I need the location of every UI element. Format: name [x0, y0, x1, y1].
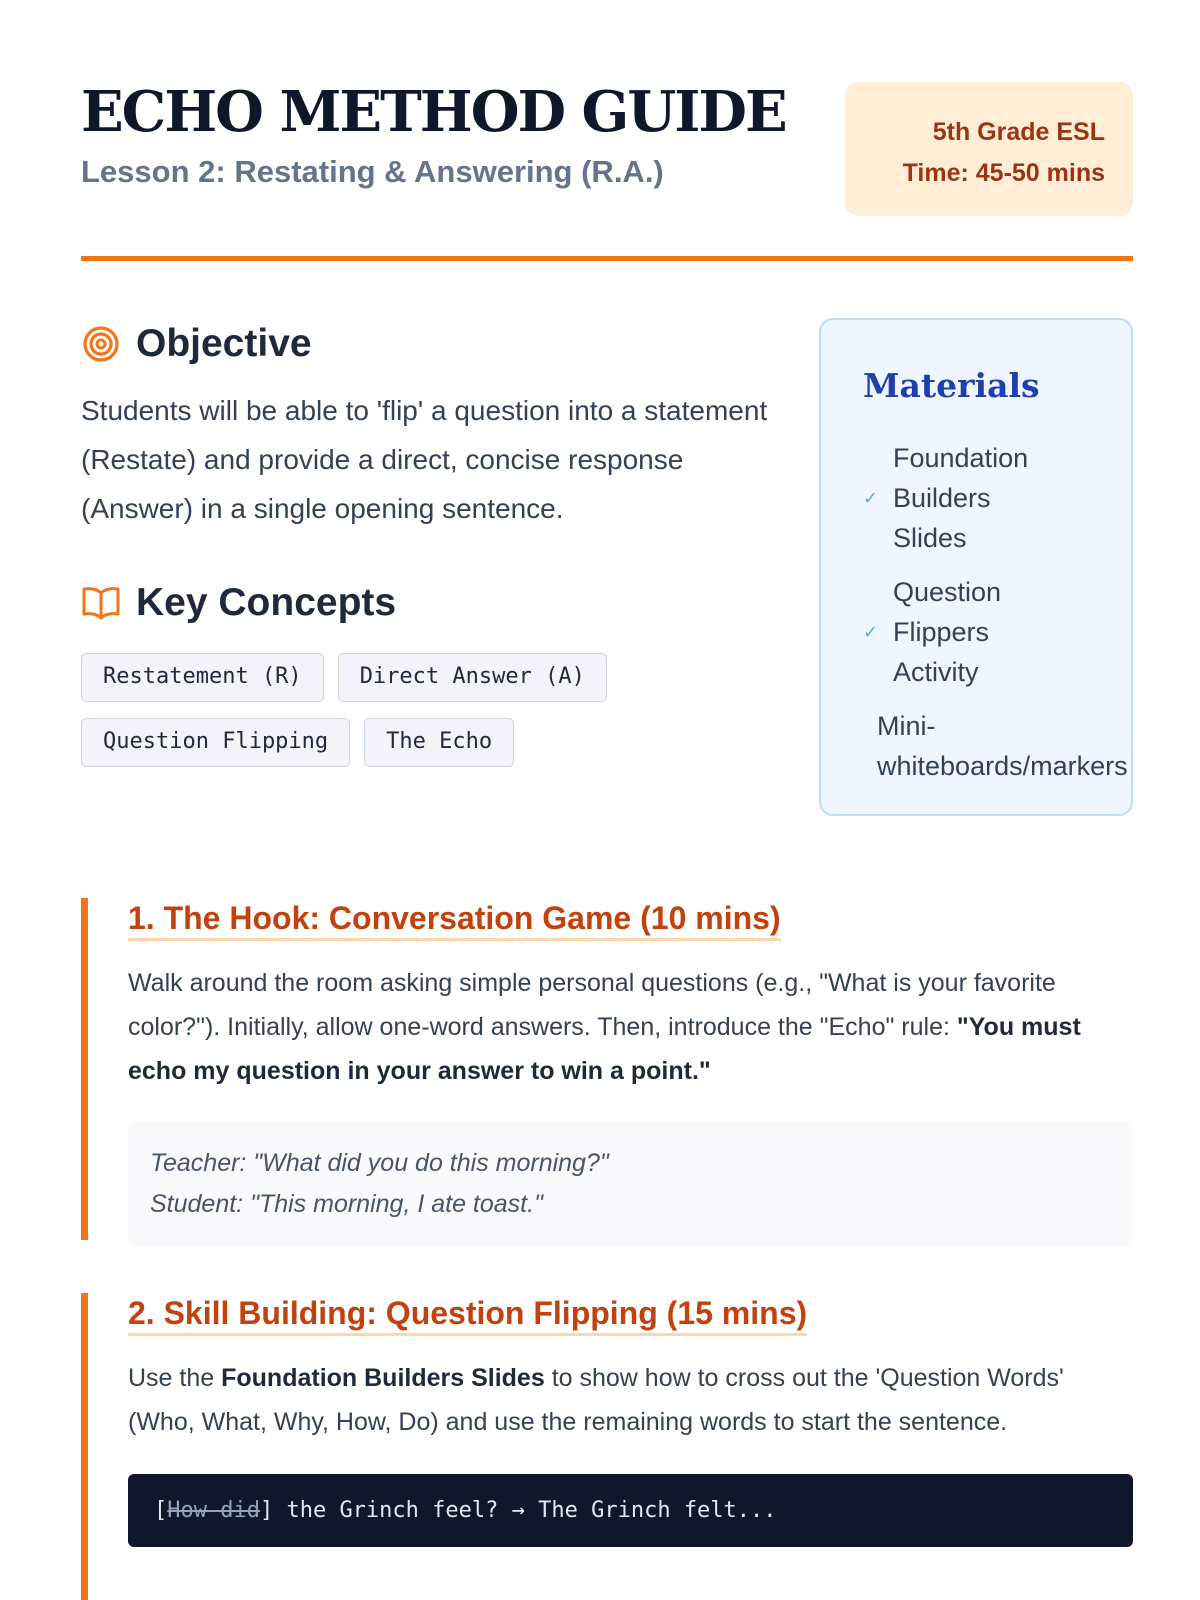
example-teacher-line: Teacher: "What did you do this morning?" — [150, 1149, 609, 1177]
materials-card — [819, 318, 1133, 816]
code-text: ] the Grinch feel? → The Grinch felt... — [259, 1498, 777, 1523]
materials-title: Materials — [863, 366, 1040, 405]
objective-heading — [81, 318, 771, 370]
materials-item-label: Question Flippers Activity — [893, 577, 1002, 687]
book-open-icon — [81, 583, 121, 623]
materials-item-label: Mini-whiteboards/markers — [877, 711, 1128, 781]
left-column — [81, 318, 771, 767]
time-label: Time: 45-50 mins — [902, 159, 1105, 187]
objective-title: Objective — [136, 322, 312, 365]
materials-item-label: Foundation Builders Slides — [893, 443, 1029, 553]
struck-question-words: How did — [167, 1498, 260, 1523]
step-description — [128, 961, 1133, 1093]
concept-tag: Restatement (R) — [81, 653, 324, 702]
check-icon: ✓ — [863, 488, 879, 508]
page-title: ECHO METHOD GUIDE — [81, 79, 786, 145]
concept-tag: Question Flipping — [81, 718, 350, 767]
step-bold-text: Foundation Builders Slides — [221, 1364, 545, 1392]
step-title: 1. The Hook: Conversation Game (10 mins) — [128, 898, 781, 941]
materials-item — [863, 706, 1128, 786]
step-text: Use the — [128, 1364, 222, 1392]
objective-text: Students will be able to 'flip' a question into a statement (Restate) and provide a direct, concise response (Answer) in a single opening sentence. — [81, 395, 768, 524]
step-text: Walk around the room asking simple personal questions (e.g., "What is your favorite color?"). Initially, allow one-word answers. Then, introduce the "Echo" rule: — [128, 969, 1056, 1041]
step-hook — [81, 898, 1133, 1240]
grade-label: 5th Grade ESL — [932, 118, 1105, 146]
concept-tag: Direct Answer (A) — [338, 653, 607, 702]
step-title: 2. Skill Building: Question Flipping (15 mins) — [128, 1293, 807, 1336]
header-divider — [81, 256, 1133, 261]
materials-item — [863, 438, 1063, 558]
check-icon: ✓ — [863, 622, 879, 642]
step-description — [128, 1356, 1133, 1444]
grade-time-badge — [845, 82, 1133, 216]
concept-tags — [81, 653, 681, 767]
key-concepts-title: Key Concepts — [136, 581, 397, 624]
code-text: [ — [154, 1498, 168, 1523]
materials-item — [863, 572, 1013, 692]
key-concepts-heading — [81, 577, 771, 629]
materials-list — [863, 438, 1128, 800]
step-skill-building — [81, 1293, 1133, 1600]
lesson-subtitle: Lesson 2: Restating & Answering (R.A.) — [81, 154, 664, 189]
concept-tag: The Echo — [364, 718, 514, 767]
example-dialogue — [128, 1121, 1133, 1247]
example-student-line: Student: "This morning, I ate toast." — [150, 1190, 543, 1218]
code-example — [128, 1474, 1133, 1547]
target-icon — [81, 324, 121, 364]
step-rule-text: "You must echo my question in your answer to win a point." — [128, 1013, 1081, 1085]
header — [81, 80, 1133, 220]
step-text: to show how to cross out the 'Question Words' (Who, What, Why, How, Do) and use the remaining words to start the sentence. — [128, 1364, 1064, 1436]
